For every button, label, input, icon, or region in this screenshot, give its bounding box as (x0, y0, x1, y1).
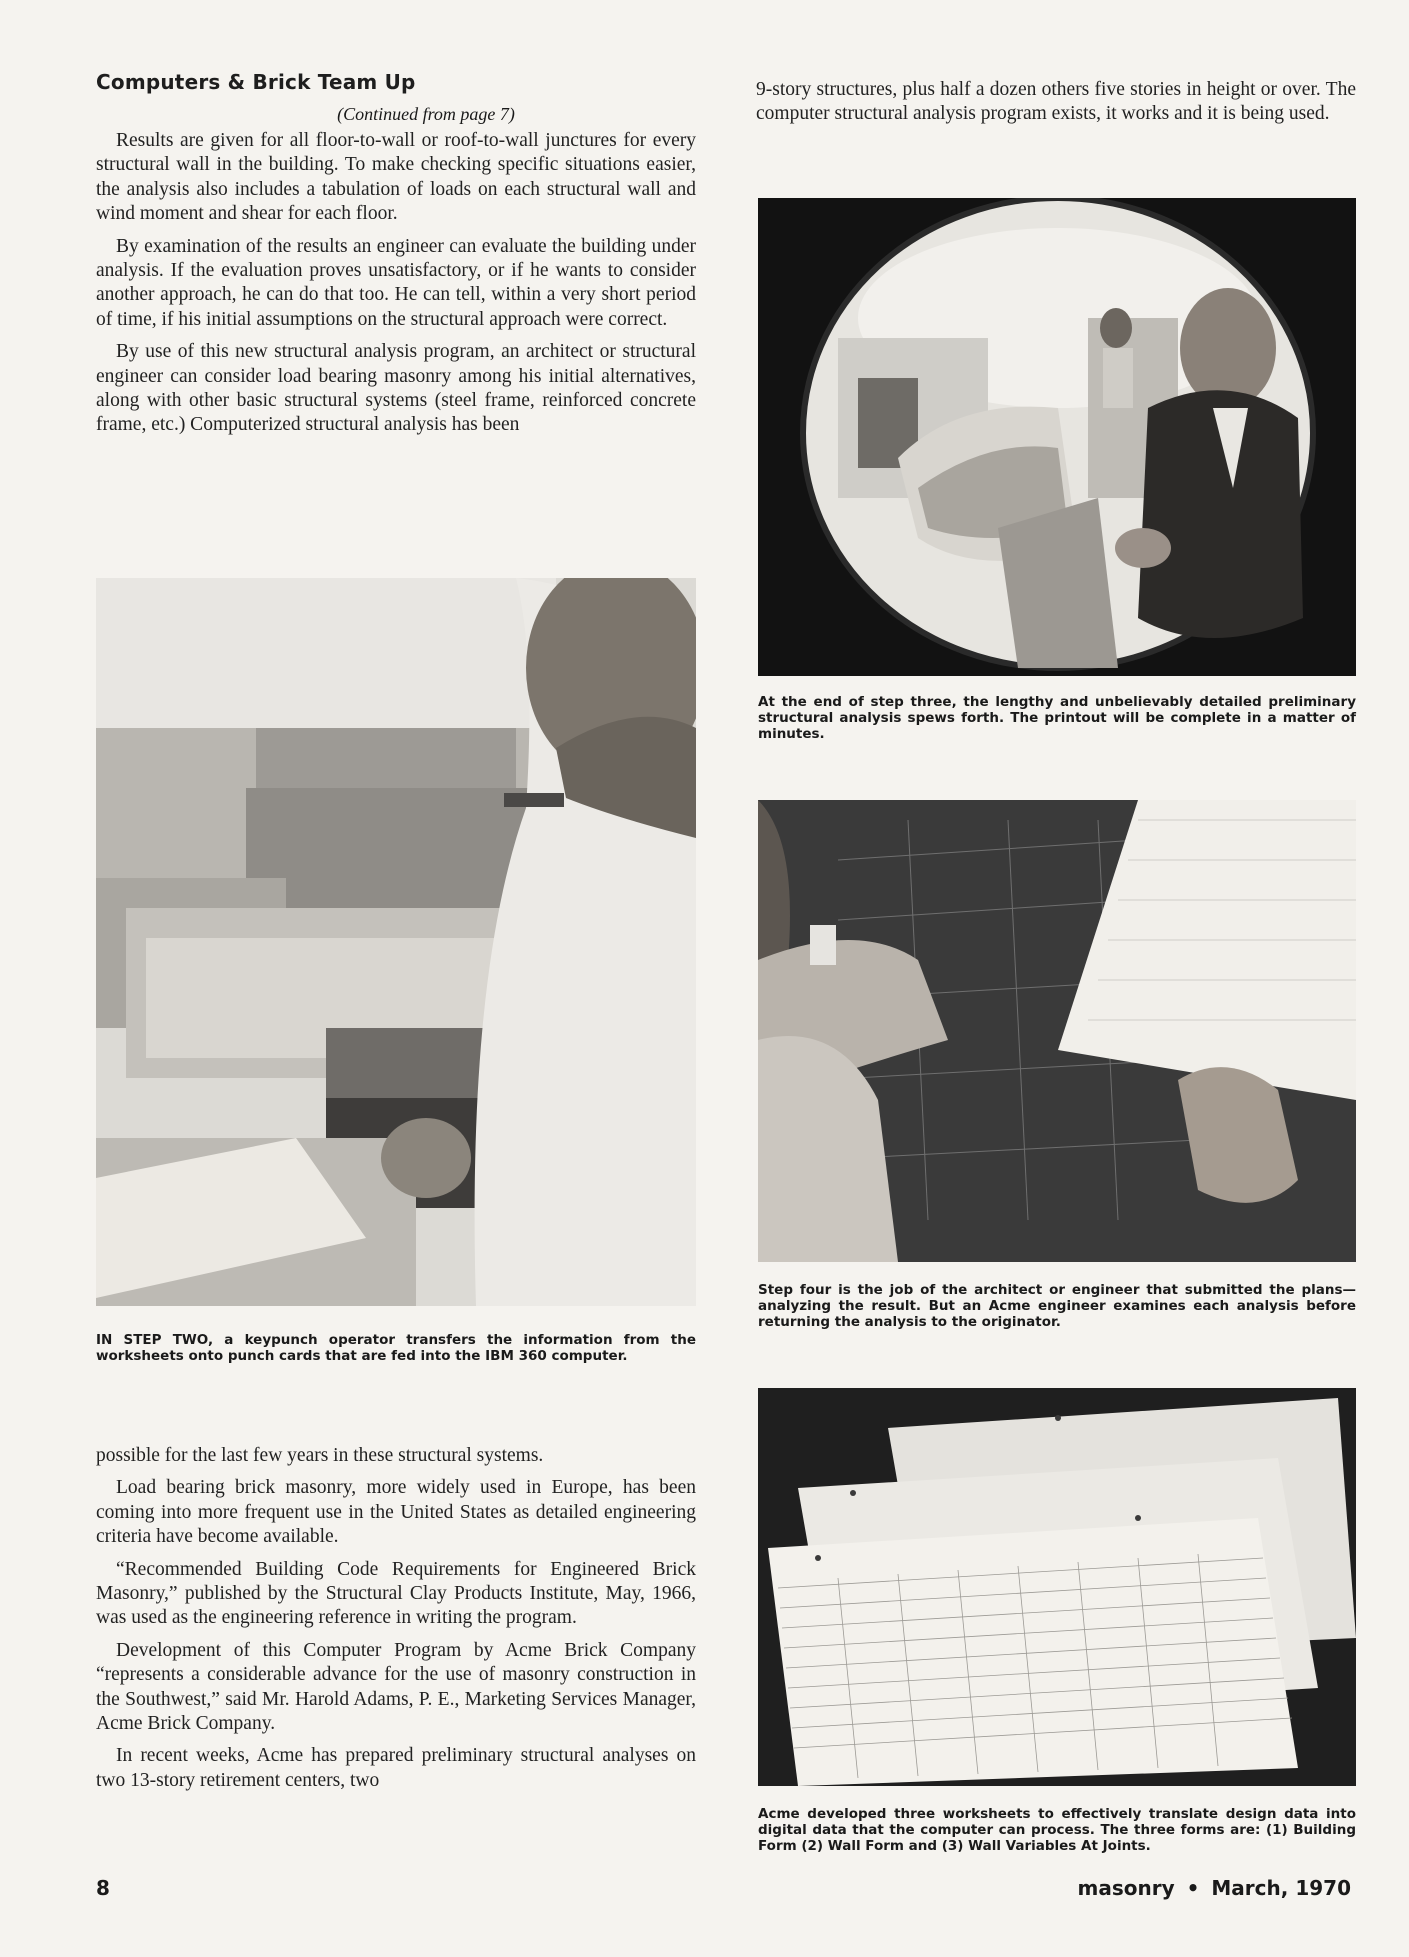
paragraph: possible for the last few years in these structural systems. (96, 1445, 544, 1466)
bullet-separator: • (1186, 1876, 1200, 1900)
keypunch-photo (96, 578, 696, 1306)
issue-date: March, 1970 (1211, 1876, 1351, 1900)
article-headline: Computers & Brick Team Up (96, 70, 416, 94)
article-body-top (96, 129, 696, 438)
paragraph: In recent weeks, Acme has prepared preliminary structural analyses on two 13-story retirement centers, two (96, 1745, 696, 1791)
paragraph: 9-story structures, plus half a dozen others five stories in height or over. The computer structural analysis program exists, it works and it is being used. (756, 79, 1356, 125)
paragraph: By use of this new structural analysis program, an architect or structural engineer can consider load bearing masonry among his initial alternatives, along with other basic structural systems (steel frame, reinforced concrete frame, etc.) Computerized structural analysis has been (96, 341, 696, 436)
article-body-bottom (96, 1444, 696, 1801)
keypunch-caption: IN STEP TWO, a keypunch operator transfers the information from the worksheets onto punch cards that are fed into the IBM 360 computer. (96, 1332, 696, 1364)
printout-caption: At the end of step three, the lengthy and unbelievably detailed preliminary structural analysis spews forth. The printout will be complete in a matter of minutes. (758, 694, 1356, 742)
fisheye-computer-room-photo (758, 198, 1356, 676)
paragraph: By examination of the results an engineer can evaluate the building under analysis. If the evaluation proves unsatisfactory, or if he wants to consider another approach, he can do that too. He can tell, within a very short period of time, if his initial assumptions on the structural approach were correct. (96, 235, 696, 330)
publication-name: masonry (1077, 1876, 1175, 1900)
footer-publication (1077, 1876, 1351, 1900)
paragraph: Load bearing brick masonry, more widely used in Europe, has been coming into more frequent use in the United States as detailed engineering criteria have become available. (96, 1477, 696, 1548)
paragraph: Results are given for all floor-to-wall or roof-to-wall junctures for every structural wall in the building. To make checking specific situations easier, the analysis also includes a tabulation of loads on each structural wall and wind moment and shear for each floor. (96, 130, 696, 225)
continued-note: (Continued from page 7) (337, 104, 515, 124)
plans-review-photo (758, 800, 1356, 1262)
paragraph: Development of this Computer Program by Acme Brick Company “represents a considerable advance for the use of masonry construction in the Southwest,” said Mr. Harold Adams, P. E., Marketing Services Manager, Acme Brick Company. (96, 1639, 696, 1735)
worksheets-caption: Acme developed three worksheets to effectively translate design data into digital data that the computer can process. The three forms are: (1) Building Form (2) Wall Form and (3) Wall Variables At Joints. (758, 1806, 1356, 1854)
left-column-top (96, 70, 696, 446)
worksheets-photo (758, 1388, 1356, 1786)
page-number: 8 (96, 1876, 110, 1900)
paragraph: “Recommended Building Code Requirements for Engineered Brick Masonry,” published by the Structural Clay Products Institute, May, 1966, was used as the engineering reference in writing the program. (96, 1558, 696, 1629)
plans-caption: Step four is the job of the architect or engineer that submitted the plans—analyzing the result. But an Acme engineer examines each analysis before returning the analysis to the originator. (758, 1282, 1356, 1330)
right-column-top (756, 78, 1356, 135)
